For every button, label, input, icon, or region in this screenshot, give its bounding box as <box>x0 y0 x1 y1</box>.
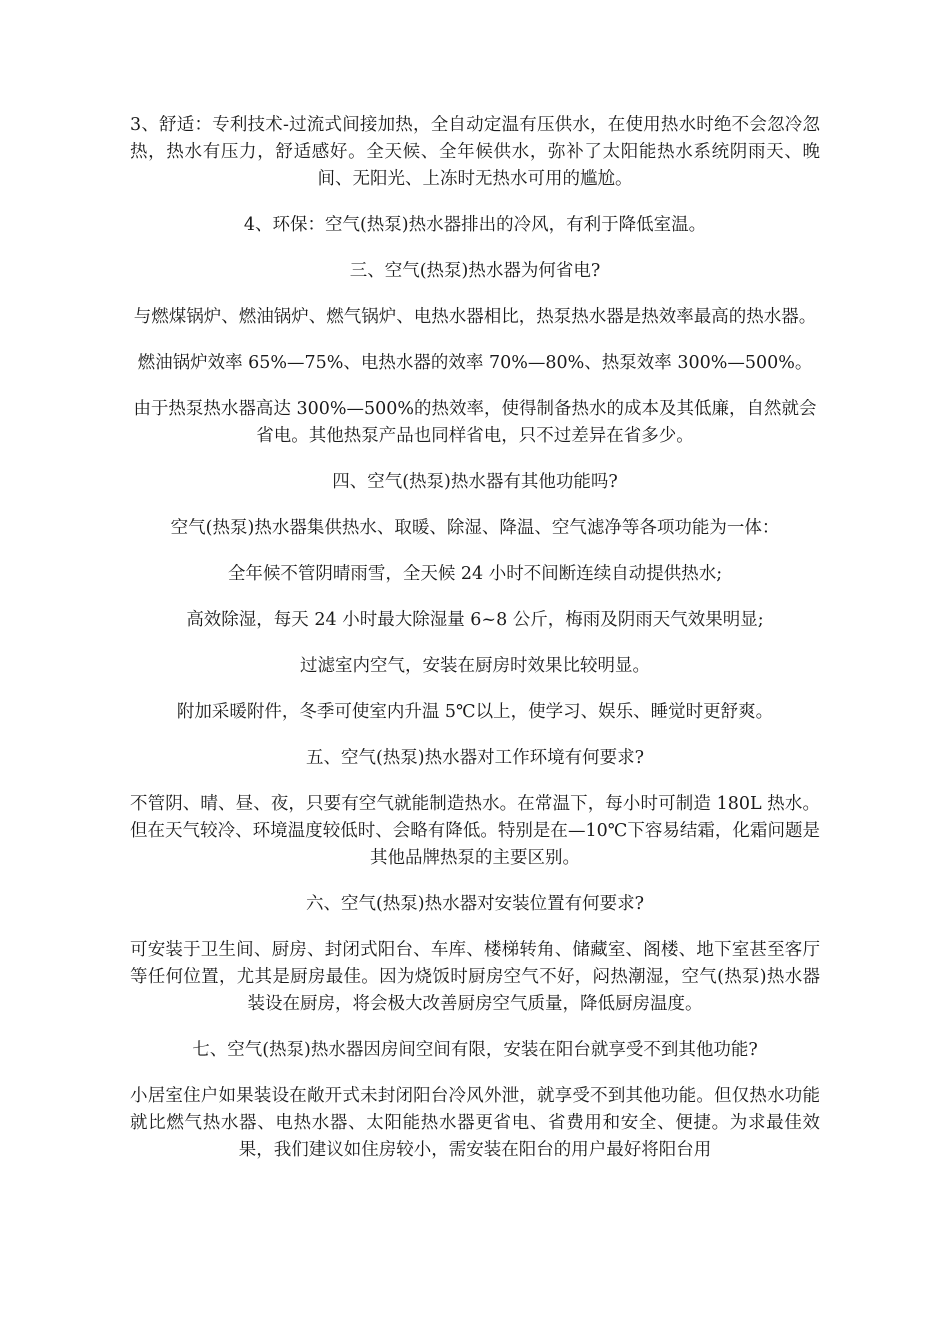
paragraph-comfort: 3、舒适：专利技术-过流式间接加热，全自动定温有压供水，在使用热水时绝不会忽冷忽热，热水有压力，舒适感好。全天候、全年候供水，弥补了太阳能热水系统阴雨天、晚间、无阳光、上冻时无热水可用的尴尬。 <box>130 115 820 189</box>
paragraph-cost: 由于热泵热水器高达 300%—500%的热效率，使得制备热水的成本及其低廉，自然就会省电。其他热泵产品也同样省电，只不过差异在省多少。 <box>133 399 817 446</box>
paragraph-air-filter: 过滤室内空气，安装在厨房时效果比较明显。 <box>300 656 650 676</box>
section-heading-6: 六、空气(热泵)热水器对安装位置有何要求? <box>305 894 645 914</box>
paragraph-environment: 4、环保：空气(热泵)热水器排出的冷风，有利于降低室温。 <box>243 215 707 235</box>
section-heading-7: 七、空气(热泵)热水器因房间空间有限，安装在阳台就享受不到其他功能? <box>192 1040 758 1060</box>
paragraph-efficiency: 燃油锅炉效率 65%—75%、电热水器的效率 70%—80%、热泵效率 300%—500%。 <box>137 353 813 373</box>
paragraph-installation: 可安装于卫生间、厨房、封闭式阳台、车库、楼梯转角、储藏室、阁楼、地下室甚至客厅等任何位置，尤其是厨房最佳。因为烧饭时厨房空气不好，闷热潮湿，空气(热泵)热水器装设在厨房，将会极大改善厨房空气质量，降低厨房温度。 <box>130 940 820 1014</box>
paragraph-heating: 附加采暖附件，冬季可使室内升温 5℃以上，使学习、娱乐、睡觉时更舒爽。 <box>176 702 774 722</box>
paragraph-functions: 空气(热泵)热水器集供热水、取暖、除湿、降温、空气滤净等各项功能为一体： <box>170 518 780 538</box>
section-heading-3: 三、空气(热泵)热水器为何省电? <box>349 261 601 281</box>
section-heading-4: 四、空气(热泵)热水器有其他功能吗? <box>332 472 618 492</box>
section-heading-5: 五、空气(热泵)热水器对工作环境有何要求? <box>305 748 645 768</box>
paragraph-environment-requirements: 不管阴、晴、昼、夜，只要有空气就能制造热水。在常温下，每小时可制造 180L 热水。但在天气较冷、环境温度较低时、会略有降低。特别是在—10℃下容易结霜，化霜问题是其他品牌热泵的主要区别。 <box>130 794 820 868</box>
document-page <box>130 112 820 1183</box>
paragraph-all-weather: 全年候不管阴晴雨雪，全天候 24 小时不间断连续自动提供热水; <box>227 564 723 584</box>
paragraph-comparison: 与燃煤锅炉、燃油锅炉、燃气锅炉、电热水器相比，热泵热水器是热效率最高的热水器。 <box>133 307 817 327</box>
paragraph-dehumidify: 高效除湿，每天 24 小时最大除湿量 6~8 公斤，梅雨及阴雨天气效果明显; <box>186 610 764 630</box>
paragraph-balcony: 小居室住户如果装设在敞开式未封闭阳台冷风外泄，就享受不到其他功能。但仅热水功能就比燃气热水器、电热水器、太阳能热水器更省电、省费用和安全、便捷。为求最佳效果，我们建议如住房较小，需安装在阳台的用户最好将阳台用 <box>130 1086 820 1160</box>
